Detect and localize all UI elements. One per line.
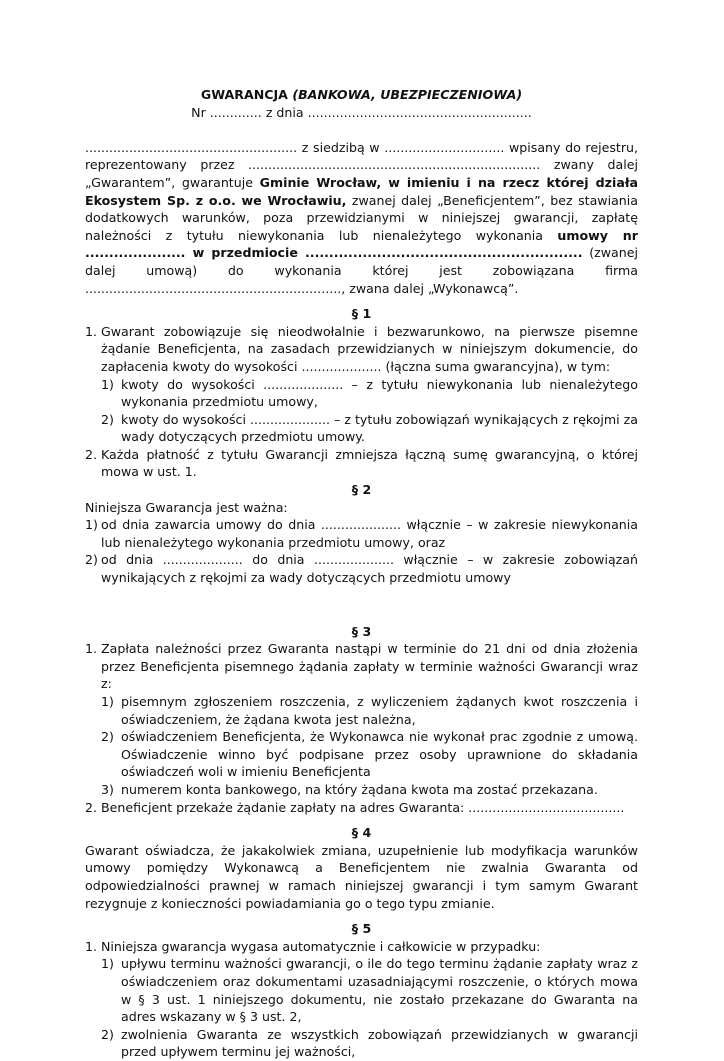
list-item: 1. Niniejsza gwarancja wygasa automatycznie i całkowicie w przypadku: [85,938,541,954]
section-3-heading: § 3 [351,623,372,639]
document-title [85,86,638,104]
list-item: 1) kwoty do wysokości .................... – z tytułu niewykonania lub nienależytego wykonania przedmiotu umowy, [101,376,638,410]
list-item: 2) kwoty do wysokości .................... – z tytułu zobowiązań wynikających z rękojmi za wady dotyczących przedmiotu umowy. [101,411,638,445]
list-item: 1. Zapłata należności przez Gwaranta nastąpi w terminie do 21 dni od dnia złożenia przez Beneficjenta pisemnego żądania zapłaty w terminie ważności Gwarancji wraz z: [85,641,638,692]
list-item: 3) numerem konta bankowego, na który żądana kwota ma zostać przekazana. [101,781,598,797]
list-item: 2. Beneficjent przekaże żądanie zapłaty na adres Gwaranta: ....................................... [85,799,625,815]
list-item: 1) upływu terminu ważności gwarancji, o ile do tego terminu żądanie zapłaty wraz z oświadczeniem oraz dokumentami uzasadniającymi roszczenie, o których mowa w § 3 ust. 1 niniejszego dokumentu, nie zostało przekazane do Gwaranta na adres wskazany w § 3 ust. 2, [101,956,638,1025]
contract-reference: umowy nr ..................... w przedmiocie .......................................................... [85,227,638,261]
list-item: 2) oświadczeniem Beneficjenta, że Wykonawca nie wykonał prac zgodnie z umową. Oświadczenie winno być podpisane przez osoby uprawnione do składania oświadczeń woli w imieniu Beneficjenta [101,729,638,780]
section-2-heading: § 2 [351,482,372,498]
section-1-heading: § 1 [351,306,372,322]
section-4-heading: § 4 [351,825,372,841]
list-item: 1. Gwarant zobowiązuje się nieodwołalnie i bezwarunkowo, na pierwsze pisemne żądanie Beneficjenta, na zasadach przewidzianych w niniejszym dokumencie, do zapłacenia kwoty do wysokości .................... (łączna suma gwarancyjna), w tym: [85,323,638,374]
list-item: 2) zwolnienia Gwaranta ze wszystkich zobowiązań przewidzianych w gwarancji przed upływem terminu jej ważności, [101,1026,638,1060]
document-page [85,86,638,1061]
intro-paragraph: ..................................................... z siedzibą w .............................. wpisany do rejestru, reprezentowany przez ......................................................................... zwany dalej „Gwarantem”, gwarantuje Gminie Wrocław, w imieniu i na rzecz której działa Ekosystem Sp. z o.o. we Wrocławiu, zwanej dalej „Beneficjentem”, bez stawiania dodatkowych warunków, poza przewidzianymi w niniejszej gwarancji, zapłatę należności z tytułu niewykonania lub nienależytego wykonania umowy nr ..................... w przedmiocie .......................................................... (zwanej dalej umową) do wykonania której jest zobowiązana firma ................................................................, zwana dalej „Wykonawcą”. [85,139,638,296]
title-italic: (BANKOWA, UBEZPIECZENIOWA) [292,87,523,102]
list-item: 2. Każda płatność z tytułu Gwarancji zmniejsza łączną sumę gwarancyjną, o której mowa w ust. 1. [85,446,638,480]
number-line: Nr ............. z dnia ........................................................ [191,104,532,120]
section-4-text: Gwarant oświadcza, że jakakolwiek zmiana, uzupełnienie lub modyfikacja warunków umowy pomiędzy Wykonawcą a Beneficjentem nie zwalnia Gwaranta od odpowiedzialności prawnej w ramach niniejszej gwarancji i tym samym Gwarant rezygnuje z konieczności powiadamiania go o tego typu zmianie. [85,842,638,911]
list-item: 1) pisemnym zgłoszeniem roszczenia, z wyliczeniem żądanych kwot roszczenia i oświadczeniem, że żądana kwota jest należna, [101,694,638,727]
beneficiary-name: Gminie Wrocław, w imieniu i na rzecz której działa Ekosystem Sp. z o.o. we Wrocławiu, [85,174,638,208]
section-2-lead: Niniejsza Gwarancja jest ważna: [85,499,288,515]
title-main: GWARANCJA [200,87,293,102]
section-5-heading: § 5 [351,921,372,937]
list-item: 2) od dnia .................... do dnia .................... włącznie – w zakresie zobowiązań wynikających z rękojmi za wady dotyczących przedmiotu umowy [85,552,638,586]
list-item: 1) od dnia zawarcia umowy do dnia .................... włącznie – w zakresie niewykonania lub nienależytego wykonania przedmiotu umowy, oraz [85,517,638,550]
